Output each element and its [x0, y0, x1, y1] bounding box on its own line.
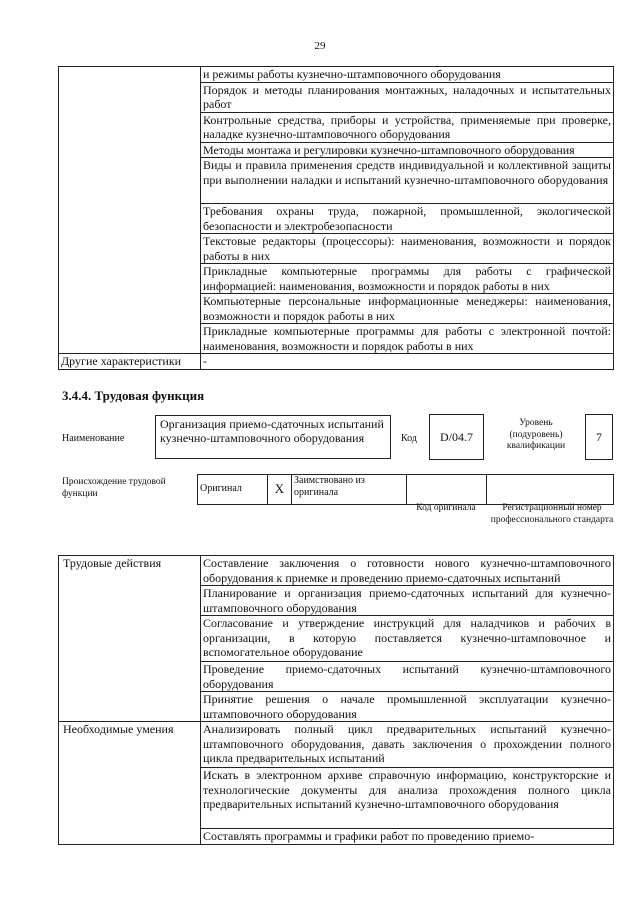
level-value: 7 — [596, 430, 602, 444]
table-cell-empty — [59, 67, 201, 354]
list-item: Компьютерные персональные информационные менеджеры: наименования, возможности и порядок работы в них — [201, 294, 614, 324]
skills-label: Необходимые умения — [59, 722, 201, 845]
function-name-value: Организация приемо-сдаточных испытаний кузнечно-штамповочного оборудования — [160, 417, 384, 445]
function-name-box — [155, 415, 391, 459]
list-item: Виды и правила применения средств индивидуальной и коллективной защиты при выполнении наладки и испытаний кузнечно-штамповочного оборудования — [201, 158, 614, 204]
list-item: Принятие решения о начале промышленной эксплуатации кузнечно-штамповочного оборудования — [201, 692, 614, 722]
level-label: Уровень (подуровень) квалификации — [506, 418, 566, 451]
section-title: 3.4.4. Трудовая функция — [62, 388, 205, 403]
level-box — [585, 414, 613, 460]
code-original-label: Код оригинала — [416, 503, 476, 513]
list-item: Контрольные средства, приборы и устройства, применяемые при проверке, наладке кузнечно-штамповочного оборудования — [201, 112, 614, 142]
origin-table — [197, 474, 614, 505]
name-label: Наименование — [62, 433, 125, 444]
list-item: Требования охраны труда, пожарной, промышленной, экологической безопасности и электробезопасности — [201, 204, 614, 234]
list-item: Анализировать полный цикл предварительных испытаний кузнечно-штамповочного оборудования, давать заключения о прохождении полного цикла предварительных испытаний — [201, 722, 614, 768]
reg-number-cell — [487, 475, 614, 505]
list-item: Составление заключения о готовности нового кузнечно-штамповочного оборудования к приемке и проведению приемо-сдаточных испытаний — [201, 556, 614, 586]
actions-label: Трудовые действия — [59, 556, 201, 722]
reg-number-label: Регистрационный номер профессионального стандарта — [490, 503, 614, 525]
code-box — [429, 414, 484, 460]
list-item: Искать в электронном архиве справочную информацию, конструкторские и технологические документы для анализа прохождения полного цикла предварительных испытаний кузнечно-штамповочного оборудования — [201, 768, 614, 829]
borrowed-label: Заимствовано из оригинала — [292, 475, 407, 505]
original-label: Оригинал — [198, 475, 268, 505]
list-item: Согласование и утверждение инструкций для наладчиков и рабочих в организации, в которую поставляется кузнечно-штамповочное и вспомогательное оборудование — [201, 616, 614, 662]
list-item: Методы монтажа и регулировки кузнечно-штамповочного оборудования — [201, 142, 614, 158]
list-item: и режимы работы кузнечно-штамповочного оборудования — [201, 67, 614, 83]
list-item: Планирование и организация приемо-сдаточных испытаний для кузнечно-штамповочного оборудования — [201, 586, 614, 616]
list-item: Составлять программы и графики работ по проведению приемо- — [201, 829, 614, 845]
origin-label: Происхождение трудовой функции — [62, 477, 166, 499]
original-mark: X — [268, 475, 292, 505]
list-item: Прикладные компьютерные программы для работы с графической информацией: наименования, возможности и порядок работы в них — [201, 264, 614, 294]
function-table — [58, 555, 614, 845]
list-item: Текстовые редакторы (процессоры): наименования, возможности и порядок работы в них — [201, 234, 614, 264]
code-value: D/04.7 — [440, 430, 473, 444]
other-characteristics-label: Другие характеристики — [59, 354, 201, 370]
page-number: 29 — [314, 40, 326, 52]
other-characteristics-value: - — [201, 354, 614, 370]
knowledge-table — [58, 66, 614, 370]
list-item: Порядок и методы планирования монтажных, наладочных и испытательных работ — [201, 82, 614, 112]
list-item: Прикладные компьютерные программы для работы с электронной почтой: наименования, возможности и порядок работы в них — [201, 324, 614, 354]
code-original-cell — [407, 475, 487, 505]
code-label: Код — [401, 433, 417, 444]
list-item: Проведение приемо-сдаточных испытаний кузнечно-штамповочного оборудования — [201, 662, 614, 692]
